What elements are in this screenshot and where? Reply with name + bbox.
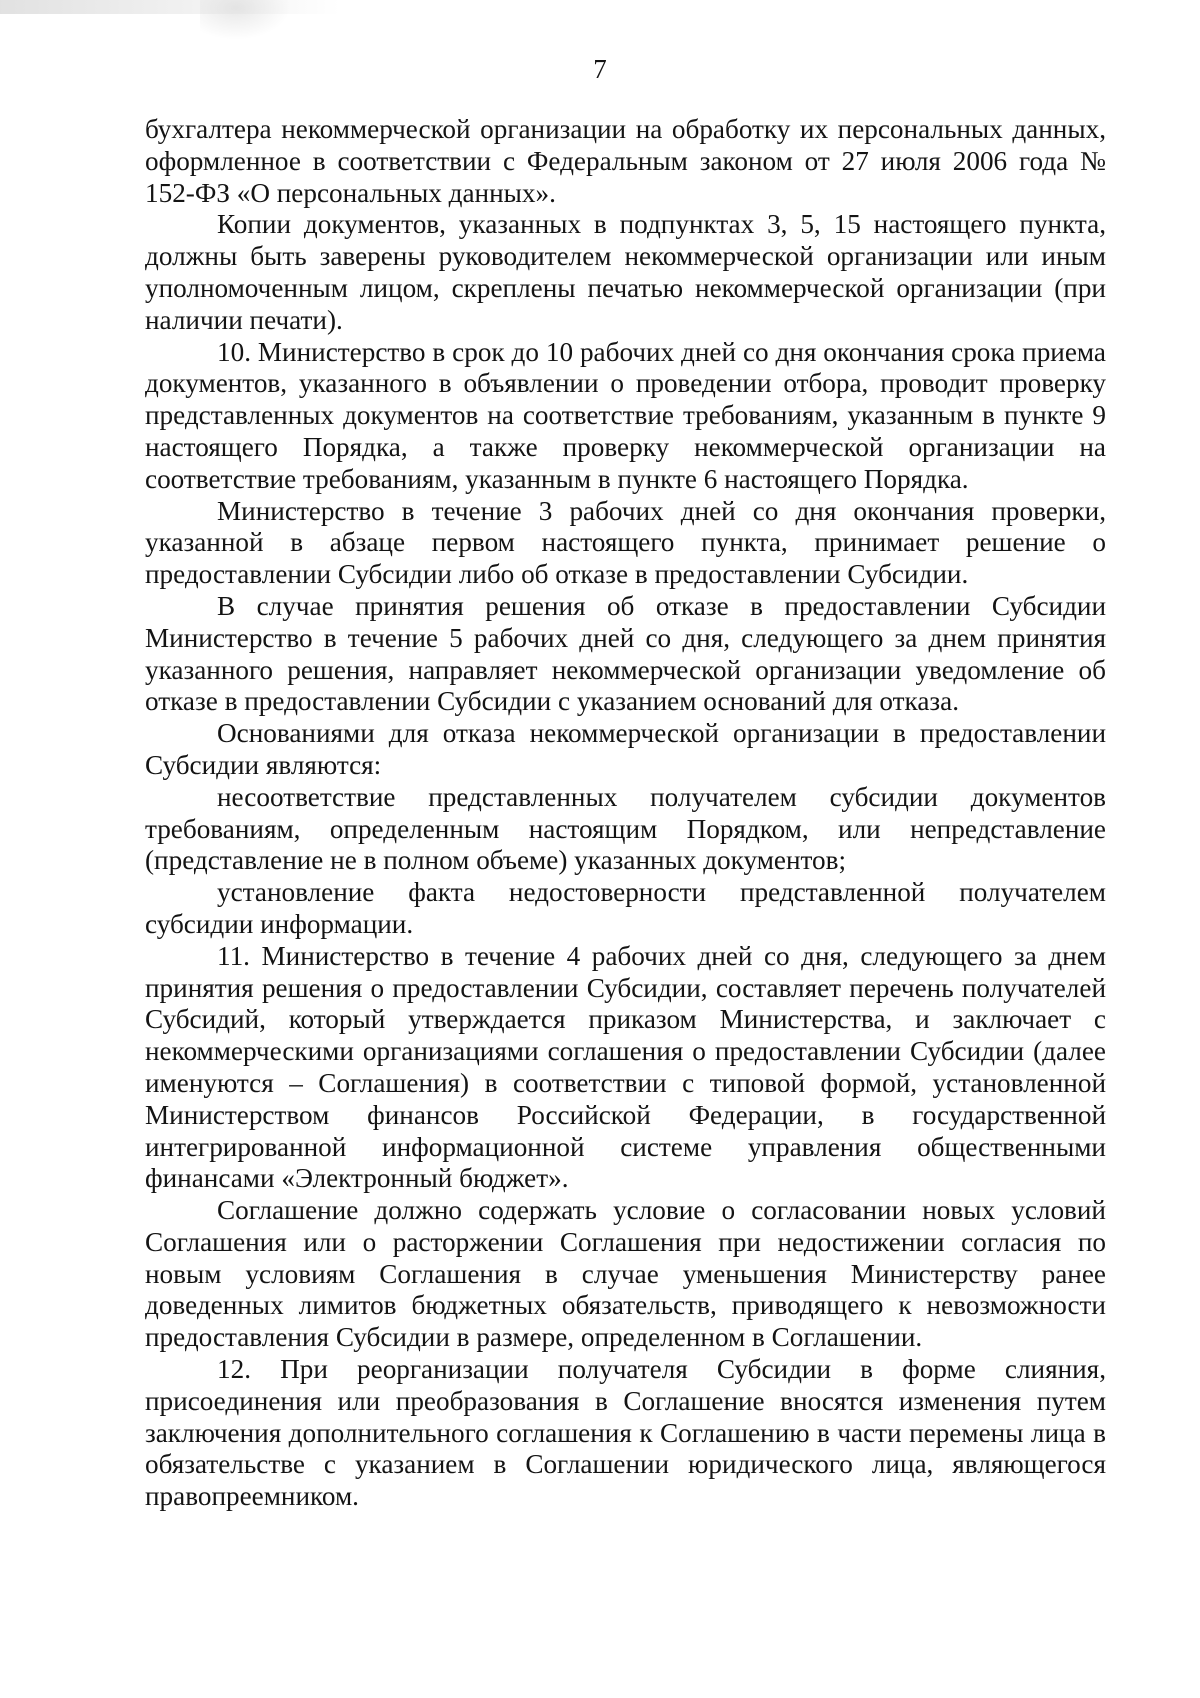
paragraph: бухгалтера некоммерческой организации на обработку их персональных данных, оформленное в соответствии с Федеральным законом от 27 июля 2006 года № 152-ФЗ «О персональных данных».	[145, 114, 1106, 208]
document-body	[145, 114, 1106, 1513]
paragraph: 11. Министерство в течение 4 рабочих дней со дня, следующего за днем принятия решения о предоставлении Субсидии, составляет перечень получателей Субсидий, который утверждается приказом Министерства, и заключает с некоммерческими организациями соглашения о предоставлении Субсидии (далее именуются – Соглашения) в соответствии с типовой формой, установленной Министерством финансов Российской Федерации, в государственной интегрированной информационной системе управления общественными финансами «Электронный бюджет».	[145, 940, 1106, 1194]
scan-artifact	[200, 0, 290, 40]
paragraph: Основаниями для отказа некоммерческой организации в предоставлении Субсидии являются:	[145, 718, 1106, 780]
paragraph: несоответствие представленных получателем субсидии документов требованиям, определенным настоящим Порядком, или непредставление (представление не в полном объеме) указанных документов;	[145, 781, 1106, 876]
paragraph: 10. Министерство в срок до 10 рабочих дней со дня окончания срока приема документов, указанного в объявлении о проведении отбора, проводит проверку представленных документов на соответствие требованиям, указанным в пункте 9 настоящего Порядка, а также проверку некоммерческой организации на соответствие требованиям, указанным в пункте 6 настоящего Порядка.	[145, 336, 1106, 494]
page-number: 7	[593, 54, 607, 84]
paragraph: Копии документов, указанных в подпунктах 3, 5, 15 настоящего пункта, должны быть заверены руководителем некоммерческой организации или иным уполномоченным лицом, скреплены печатью некоммерческой организации (при наличии печати).	[145, 209, 1106, 335]
paragraph: установление факта недостоверности представленной получателем субсидии информации.	[145, 877, 1106, 939]
paragraph: 12. При реорганизации получателя Субсидии в форме слияния, присоединения или преобразования в Соглашение вносятся изменения путем заключения дополнительного соглашения к Соглашению в части перемены лица в обязательстве с указанием в Соглашении юридического лица, являющегося правопреемником.	[145, 1354, 1106, 1512]
paragraph: Министерство в течение 3 рабочих дней со дня окончания проверки, указанной в абзаце первом настоящего пункта, принимает решение о предоставлении Субсидии либо об отказе в предоставлении Субсидии.	[145, 495, 1106, 590]
paragraph: Соглашение должно содержать условие о согласовании новых условий Соглашения или о расторжении Соглашения при недостижении согласия по новым условиям Соглашения в случае уменьшения Министерству ранее доведенных лимитов бюджетных обязательств, приводящего к невозможности предоставления Субсидии в размере, определенном в Соглашении.	[145, 1195, 1106, 1353]
paragraph: В случае принятия решения об отказе в предоставлении Субсидии Министерство в течение 5 рабочих дней со дня, следующего за днем принятия указанного решения, направляет некоммерческой организации уведомление об отказе в предоставлении Субсидии с указанием оснований для отказа.	[145, 590, 1106, 717]
